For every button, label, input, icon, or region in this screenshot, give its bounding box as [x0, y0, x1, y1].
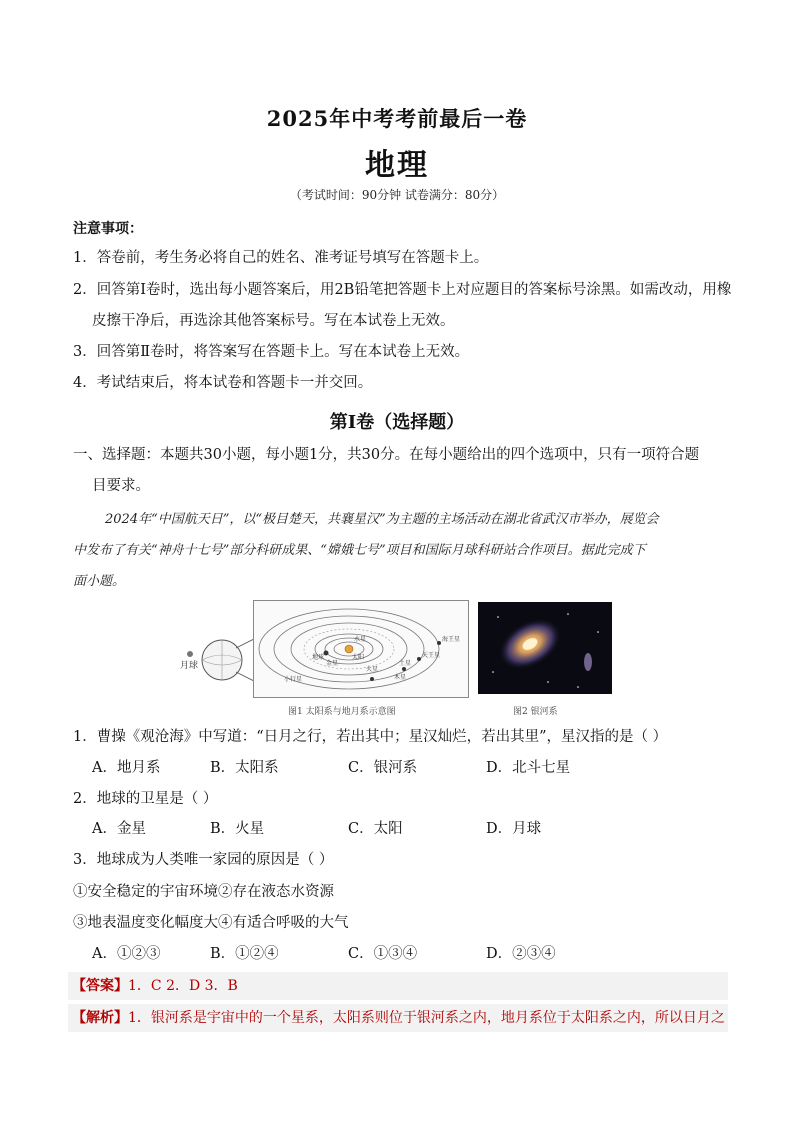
q2-option-c[interactable]: C．太阳 — [348, 821, 403, 837]
section-instruction: 一、选择题：本题共30小题，每小题1分，共30分。在每小题给出的四个选项中，只有一项符合题 — [73, 447, 700, 463]
notice-item-2-cont: 皮擦干净后，再选涂其他答案标号。写在本试卷上无效。 — [92, 313, 455, 329]
q2-option-b[interactable]: B．火星 — [210, 821, 265, 837]
question-3-stem: 3．地球成为人类唯一家园的原因是（ ） — [73, 852, 334, 868]
section-title: 第Ⅰ卷（选择题） — [329, 412, 465, 433]
solar-system-svg — [254, 601, 468, 697]
notice-item-4: 4．考试结束后，将本试卷和答题卡一并交回。 — [73, 375, 373, 391]
fig2-caption: 图2 银河系 — [513, 707, 558, 717]
mars-label: 火星 — [366, 666, 379, 673]
small-galaxy — [584, 653, 592, 671]
earth-dot — [324, 651, 329, 656]
q3-option-a[interactable]: A．①②③ — [92, 946, 161, 962]
sun-label: 太阳 — [352, 654, 365, 661]
q3-option-c[interactable]: C．①③④ — [348, 946, 418, 962]
q2-option-a[interactable]: A．金星 — [92, 821, 146, 837]
question-3-statement-1: ①安全稳定的宇宙环境②存在液态水资源 — [73, 884, 334, 900]
jupiter-label: 木星 — [394, 674, 407, 681]
mercury-label: 水星 — [354, 636, 367, 643]
uranus-label: 天王星 — [422, 652, 441, 659]
q3-option-d[interactable]: D．②③④ — [486, 946, 556, 962]
q2-option-d[interactable]: D．月球 — [486, 821, 542, 837]
neptune-label: 海王星 — [442, 636, 461, 643]
question-2-stem: 2．地球的卫星是（ ） — [73, 791, 218, 807]
q1-option-b[interactable]: B．太阳系 — [210, 760, 279, 776]
figure-area — [176, 600, 616, 720]
notice-item-3: 3．回答第Ⅱ卷时，将答案写在答题卡上。写在本试卷上无效。 — [73, 344, 470, 360]
earth-label: 地球 — [312, 654, 325, 661]
analysis-text: 1．银河系是宇宙中的一个星系，太阳系则位于银河系之内，地月系位于太阳系之内，所以日月之 — [128, 1010, 725, 1026]
galaxy-svg — [478, 602, 612, 694]
question-1-stem: 1．曹操《观沧海》中写道：“日月之行，若出其中；星汉灿烂，若出其里”，星汉指的是（ ） — [73, 729, 668, 745]
q1-option-c[interactable]: C．银河系 — [348, 760, 418, 776]
analysis-box — [68, 1004, 728, 1032]
analysis-tag: 【解析】 — [72, 1010, 128, 1026]
moon-dot — [187, 651, 193, 657]
notice-item-2: 2．回答第Ⅰ卷时，选出每小题答案后，用2B铅笔把答题卡上对应题目的答案标号涂黑。如需改动，用橡 — [73, 282, 732, 298]
answer-text: 1．C 2．D 3．B — [128, 978, 238, 994]
saturn-label: 土星 — [399, 660, 412, 667]
q1-option-d[interactable]: D．北斗七星 — [486, 760, 571, 776]
exam-info: （考试时间：90分钟 试卷满分：80分） — [289, 188, 505, 202]
passage-line-3: 面小题。 — [73, 574, 126, 589]
passage-line-1: 2024年“中国航天日”，以“极目楚天，共襄星汉”为主题的主场活动在湖北省武汉市举办，展览会 — [105, 512, 659, 527]
q3-option-b[interactable]: B．①②④ — [210, 946, 279, 962]
answer-box — [68, 972, 728, 1000]
sun-icon — [345, 645, 353, 653]
moon-label: 月球 — [180, 661, 199, 671]
passage-line-2: 中发布了有关“神舟十七号”部分科研成果、“嫦娥七号”项目和国际月球科研站合作项目。据此完成下 — [73, 543, 646, 558]
exam-subject: 地理 — [365, 148, 429, 183]
q1-option-a[interactable]: A．地月系 — [92, 760, 161, 776]
notice-title: 注意事项： — [73, 221, 143, 237]
milky-way-image — [478, 602, 612, 694]
notice-item-1: 1．答卷前，考生务必将自己的姓名、准考证号填写在答题卡上。 — [73, 250, 489, 266]
exam-title: 2025年中考考前最后一卷 — [266, 106, 528, 131]
question-3-statement-2: ③地表温度变化幅度大④有适合呼吸的大气 — [73, 915, 349, 931]
venus-label: 金星 — [326, 660, 339, 667]
solar-system-figure — [253, 600, 469, 698]
fig1-caption: 图1 太阳系与地月系示意图 — [288, 707, 396, 717]
answer-tag: 【答案】 — [72, 978, 128, 994]
earth-moon-diagram — [176, 610, 256, 706]
section-instruction-cont: 目要求。 — [92, 478, 150, 494]
asteroid-label: 小行星 — [284, 676, 303, 683]
